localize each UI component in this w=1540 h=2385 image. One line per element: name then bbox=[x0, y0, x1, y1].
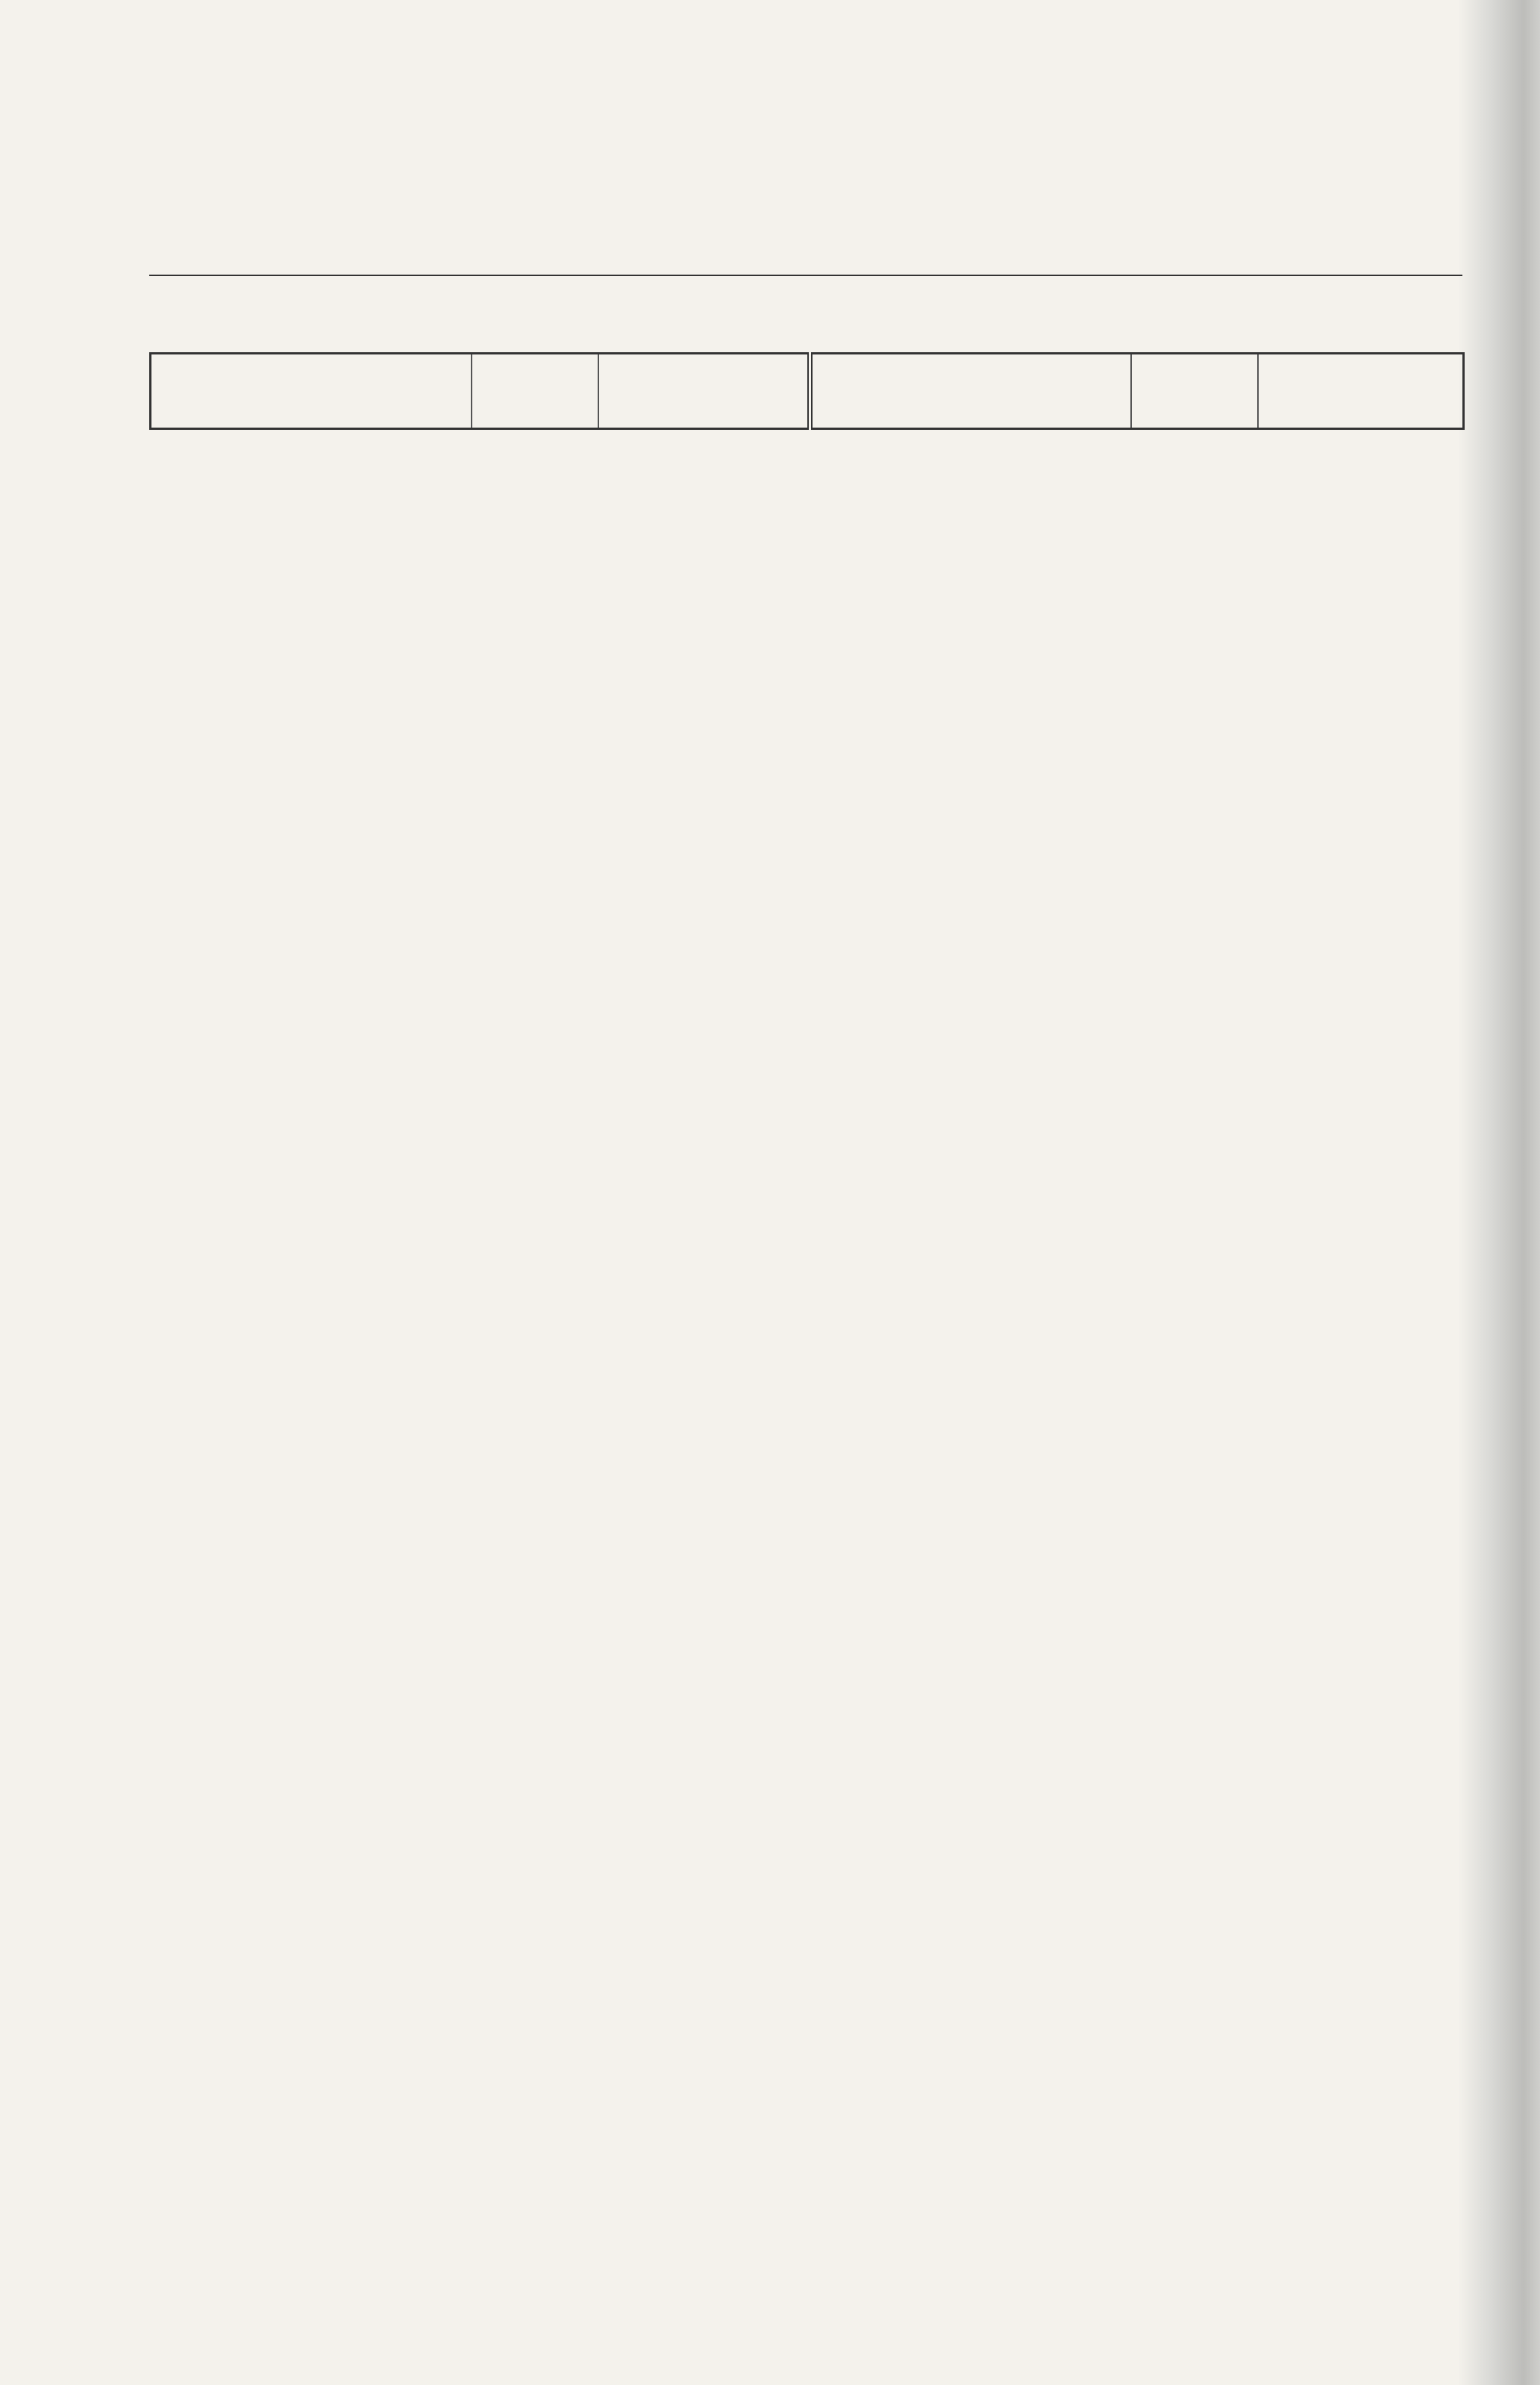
header-symbol bbox=[1258, 354, 1464, 429]
document-header bbox=[149, 224, 1462, 276]
header-rule bbox=[149, 275, 1462, 276]
header-name bbox=[151, 354, 472, 429]
header-unit bbox=[472, 354, 598, 429]
header-name bbox=[810, 354, 1131, 429]
table-caption bbox=[149, 304, 1462, 335]
table-header-row bbox=[151, 354, 1464, 429]
scan-shadow-edge bbox=[1458, 0, 1540, 2385]
header-unit bbox=[1131, 354, 1258, 429]
header-symbol bbox=[598, 354, 810, 429]
terms-symbols-table bbox=[149, 352, 1465, 430]
